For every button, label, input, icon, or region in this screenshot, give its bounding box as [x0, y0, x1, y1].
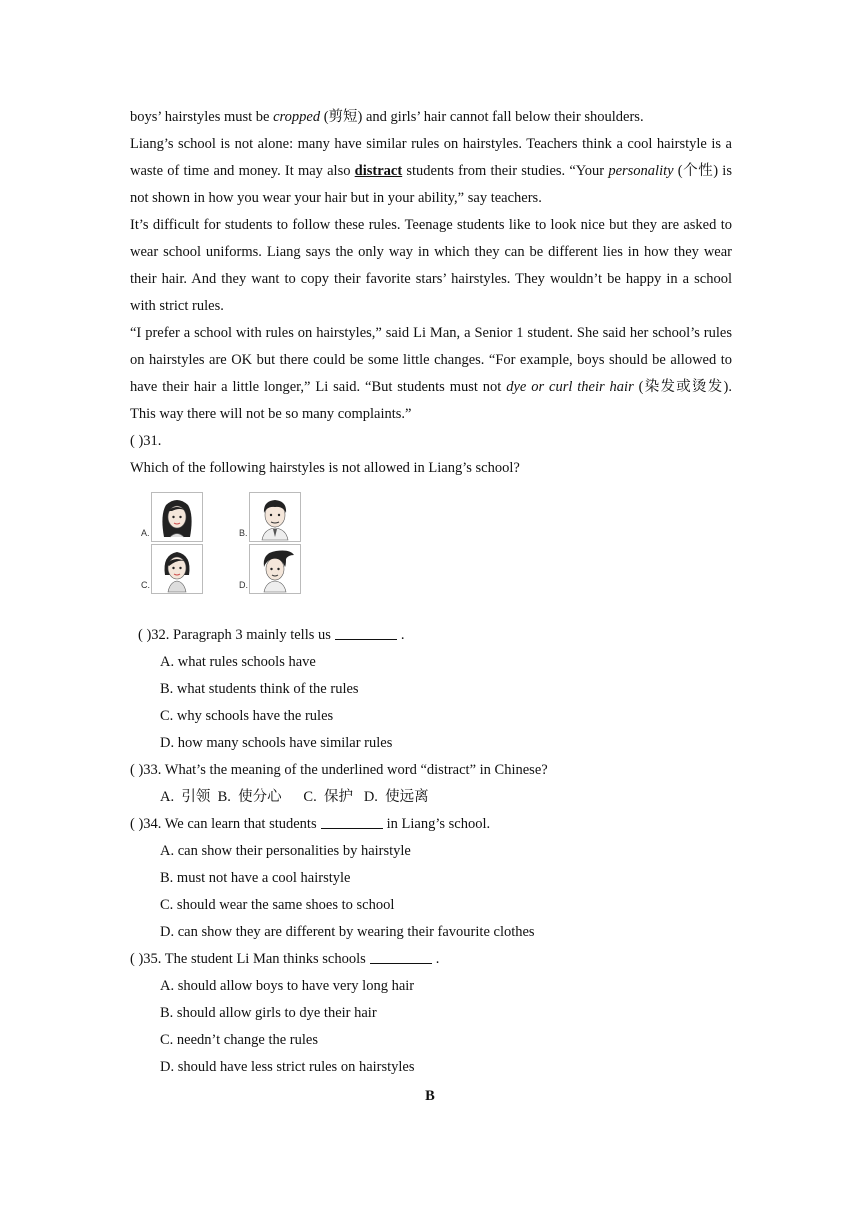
option-b-label: B. — [239, 528, 248, 538]
q32-option-a[interactable]: A. what rules schools have — [160, 654, 316, 670]
q35-blank[interactable] — [370, 949, 432, 964]
q32-option-d[interactable]: D. how many schools have similar rules — [160, 735, 393, 751]
passage-paragraph-3: It’s difficult for students to follow these rules. Teenage students like to look nice but they are asked to wear school uniforms. Liang says the only way in which they can be different lies in how they wear their hair. And they want to copy their favorite stars’ hairstyles. They wouldn’t be happy in a school with strict rules. — [130, 217, 732, 314]
option-d-label: D. — [239, 580, 248, 590]
dye-phrase: dye or curl their hair — [506, 379, 634, 395]
q32-option-b[interactable]: B. what students think of the rules — [160, 681, 359, 697]
passage-line-1: boys’ hairstyles must be cropped (剪短) and girls’ hair cannot fall below their shoulders. — [130, 109, 644, 125]
q35-option-c[interactable]: C. needn’t change the rules — [160, 1032, 318, 1048]
q35-stem: ( )35. The student Li Man thinks schools . — [130, 951, 440, 967]
q35-option-d[interactable]: D. should have less strict rules on hairstyles — [160, 1059, 415, 1075]
passage-paragraph-4: “I prefer a school with rules on hairstyles,” said Li Man, a Senior 1 student. She said her school’s rules on hairstyles are OK but there could be some little changes. “For example, boys should be allowed to have their hair a little longer,” Li said. “But students must not dye or curl their hair (染发或烫发). This way there will not be so many complaints.” — [130, 325, 732, 422]
q33-options[interactable]: A. 引领 B. 使分心 C. 保护 D. 使远离 — [160, 789, 429, 805]
boy-short-hair-icon[interactable] — [249, 492, 301, 542]
personality-word: personality — [608, 163, 674, 179]
q31-picture-options — [136, 490, 311, 594]
q34-option-a[interactable]: A. can show their personalities by hairstyle — [160, 843, 411, 859]
q33-stem: ( )33. What’s the meaning of the underlined word “distract” in Chinese? — [130, 762, 548, 778]
q32-stem: ( )32. Paragraph 3 mainly tells us . — [138, 627, 405, 643]
q35-option-b[interactable]: B. should allow girls to dye their hair — [160, 1005, 377, 1021]
q34-stem: ( )34. We can learn that students in Liang’s school. — [130, 816, 491, 832]
questions-block — [130, 622, 750, 1081]
option-c-label: C. — [141, 580, 150, 590]
q32-option-c[interactable]: C. why schools have the rules — [160, 708, 334, 724]
q34-option-d[interactable]: D. can show they are different by wearing their favourite clothes — [160, 924, 535, 940]
q31-number: ( )31. — [130, 433, 162, 449]
q35-option-a[interactable]: A. should allow boys to have very long hair — [160, 978, 415, 994]
distract-word: distract — [354, 163, 403, 179]
passage-paragraph-2: Liang’s school is not alone: many have similar rules on hairstyles. Teachers think a cool hairstyle is a waste of time and money. It may also distract students from their studies. “Your personality (个性) is not shown in how you wear your hair but in your ability,” say teachers. — [130, 136, 732, 206]
q34-option-c[interactable]: C. should wear the same shoes to school — [160, 897, 395, 913]
q34-option-b[interactable]: B. must not have a cool hairstyle — [160, 870, 351, 886]
q31-stem: Which of the following hairstyles is not allowed in Liang’s school? — [130, 460, 520, 476]
boy-styled-hair-icon[interactable] — [249, 544, 301, 594]
option-a-label: A. — [141, 528, 150, 538]
section-b-heading: B — [425, 1088, 435, 1104]
q32-blank[interactable] — [335, 625, 397, 640]
girl-long-hair-icon[interactable] — [151, 492, 203, 542]
q34-blank[interactable] — [321, 814, 383, 829]
girl-bob-hair-icon[interactable] — [151, 544, 203, 594]
reading-passage — [130, 104, 732, 482]
cropped-word: cropped — [273, 109, 321, 125]
